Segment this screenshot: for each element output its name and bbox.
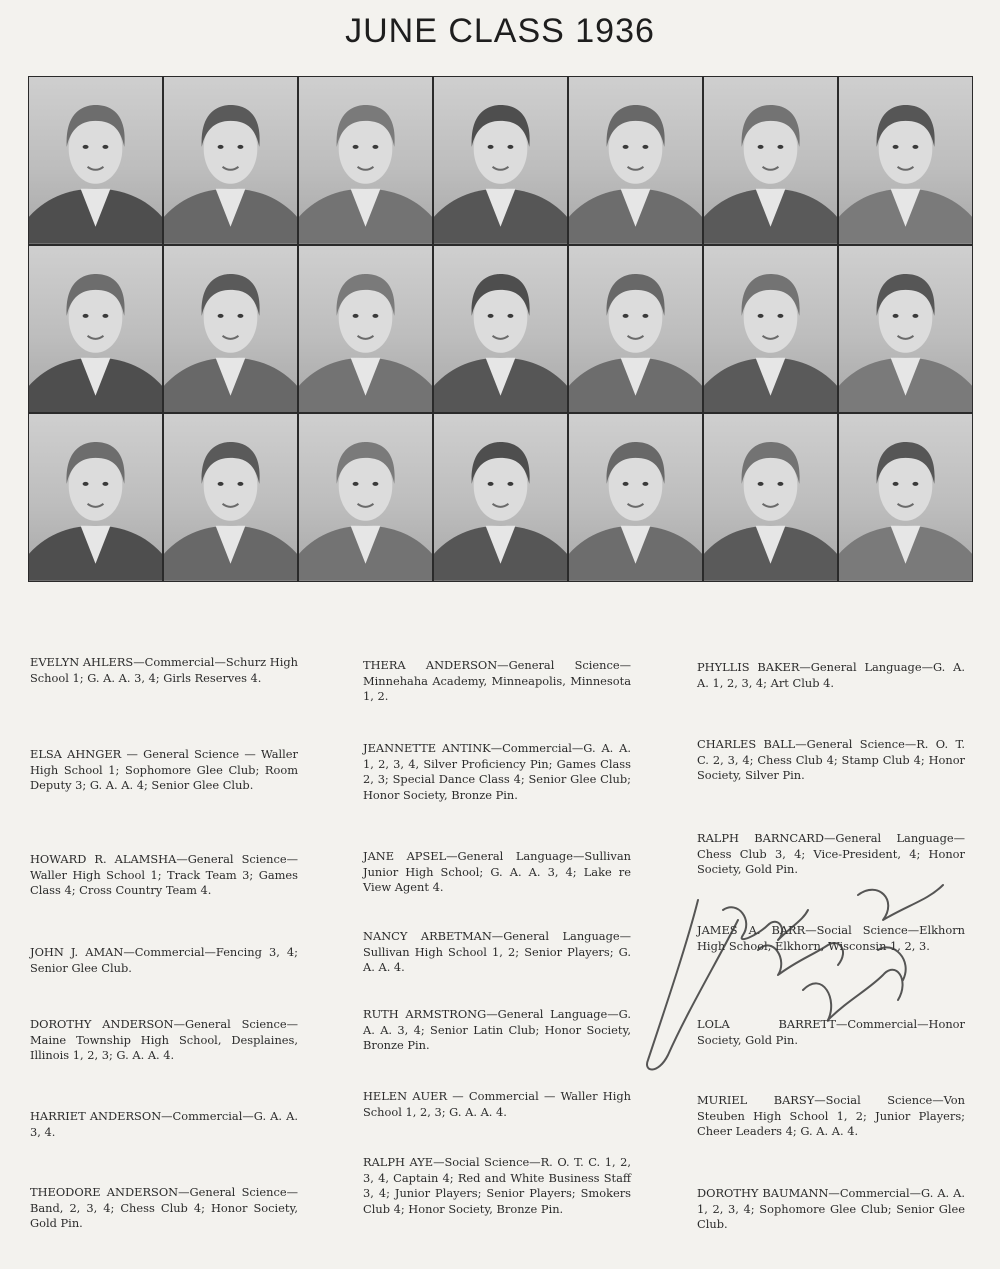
student-portrait [29,77,162,244]
page-title: JUNE CLASS 1936 [345,12,655,50]
bio-entry: RALPH AYE—Social Science—R. O. T. C. 1, 2, 3, 4, Captain 4; Red and White Business Staff 3, 4; Junior Players; Senior Players; Smokers Club 4; Honor Society, Bronze Pin. [363,1155,631,1216]
bio-entry: DOROTHY BAUMANN—Commercial—G. A. A. 1, 2, 3, 4; Sophomore Glee Club; Senior Glee Club. [697,1186,965,1231]
student-portrait [164,246,297,413]
bio-entry: LOLA BARRETT—Commercial—Honor Society, Gold Pin. [697,1017,965,1047]
bio-entry: THEODORE ANDERSON—General Science—Band, 2, 3, 4; Chess Club 4; Honor Society, Gold Pin. [30,1185,298,1230]
student-portrait [839,77,972,244]
student-portrait [839,246,972,413]
student-portrait [29,414,162,581]
bio-entry: NANCY ARBETMAN—General Language—Sullivan High School 1, 2; Senior Players; G. A. A. 4. [363,929,631,974]
bio-entry: PHYLLIS BAKER—General Language—G. A. A. 1, 2, 3, 4; Art Club 4. [697,660,965,690]
bio-entry: JAMES A. BARR—Social Science—Elkhorn High School, Elkhorn, Wisconsin 1, 2, 3. [697,923,965,953]
student-portrait [839,414,972,581]
bio-entry: THERA ANDERSON—General Science—Minnehaha Academy, Minneapolis, Minnesota 1, 2. [363,658,631,703]
bio-entry: HOWARD R. ALAMSHA—General Science—Waller High School 1; Track Team 3; Games Class 4; Cross Country Team 4. [30,852,298,897]
bio-entry: JANE APSEL—General Language—Sullivan Junior High School; G. A. A. 3, 4; Lake re View Agent 4. [363,849,631,894]
student-portrait [299,246,432,413]
bio-entry: ELSA AHNGER — General Science — Waller High School 1; Sophomore Glee Club; Room Deputy 3; G. A. A. 4; Senior Glee Club. [30,747,298,792]
student-portrait [569,246,702,413]
bio-entry: MURIEL BARSY—Social Science—Von Steuben High School 1, 2; Junior Players; Cheer Leaders 4; G. A. A. 4. [697,1093,965,1138]
bio-entry: DOROTHY ANDERSON—General Science—Maine Township High School, Desplaines, Illinois 1, 2, 3; G. A. A. 4. [30,1017,298,1062]
bio-entry: CHARLES BALL—General Science—R. O. T. C. 2, 3, 4; Chess Club 4; Stamp Club 4; Honor Society, Silver Pin. [697,737,965,782]
student-portrait [29,246,162,413]
student-portrait [434,246,567,413]
student-portrait [299,414,432,581]
student-portrait [299,77,432,244]
bio-entry: HELEN AUER — Commercial — Waller High School 1, 2, 3; G. A. A. 4. [363,1089,631,1119]
student-portrait [704,77,837,244]
student-portrait [164,414,297,581]
bio-entry: JOHN J. AMAN—Commercial—Fencing 3, 4; Senior Glee Club. [30,945,298,975]
student-portrait [434,77,567,244]
bio-entry: EVELYN AHLERS—Commercial—Schurz High School 1; G. A. A. 3, 4; Girls Reserves 4. [30,655,298,685]
portrait-grid [28,76,973,582]
bio-entry: RALPH BARNCARD—General Language—Chess Club 3, 4; Vice-President, 4; Honor Society, Gold Pin. [697,831,965,876]
student-portrait [704,246,837,413]
student-portrait [164,77,297,244]
bio-entry: JEANNETTE ANTINK—Commercial—G. A. A. 1, 2, 3, 4, Silver Proficiency Pin; Games Class 2, 3; Special Dance Class 4; Senior Glee Club; Honor Society, Bronze Pin. [363,741,631,802]
bio-entry: HARRIET ANDERSON—Commercial—G. A. A. 3, 4. [30,1109,298,1139]
bio-entry: RUTH ARMSTRONG—General Language—G. A. A. 3, 4; Senior Latin Club; Honor Society, Bronze Pin. [363,1007,631,1052]
student-portrait [704,414,837,581]
student-portrait [434,414,567,581]
student-portrait [569,77,702,244]
handwritten-signature [628,840,958,1090]
student-portrait [569,414,702,581]
